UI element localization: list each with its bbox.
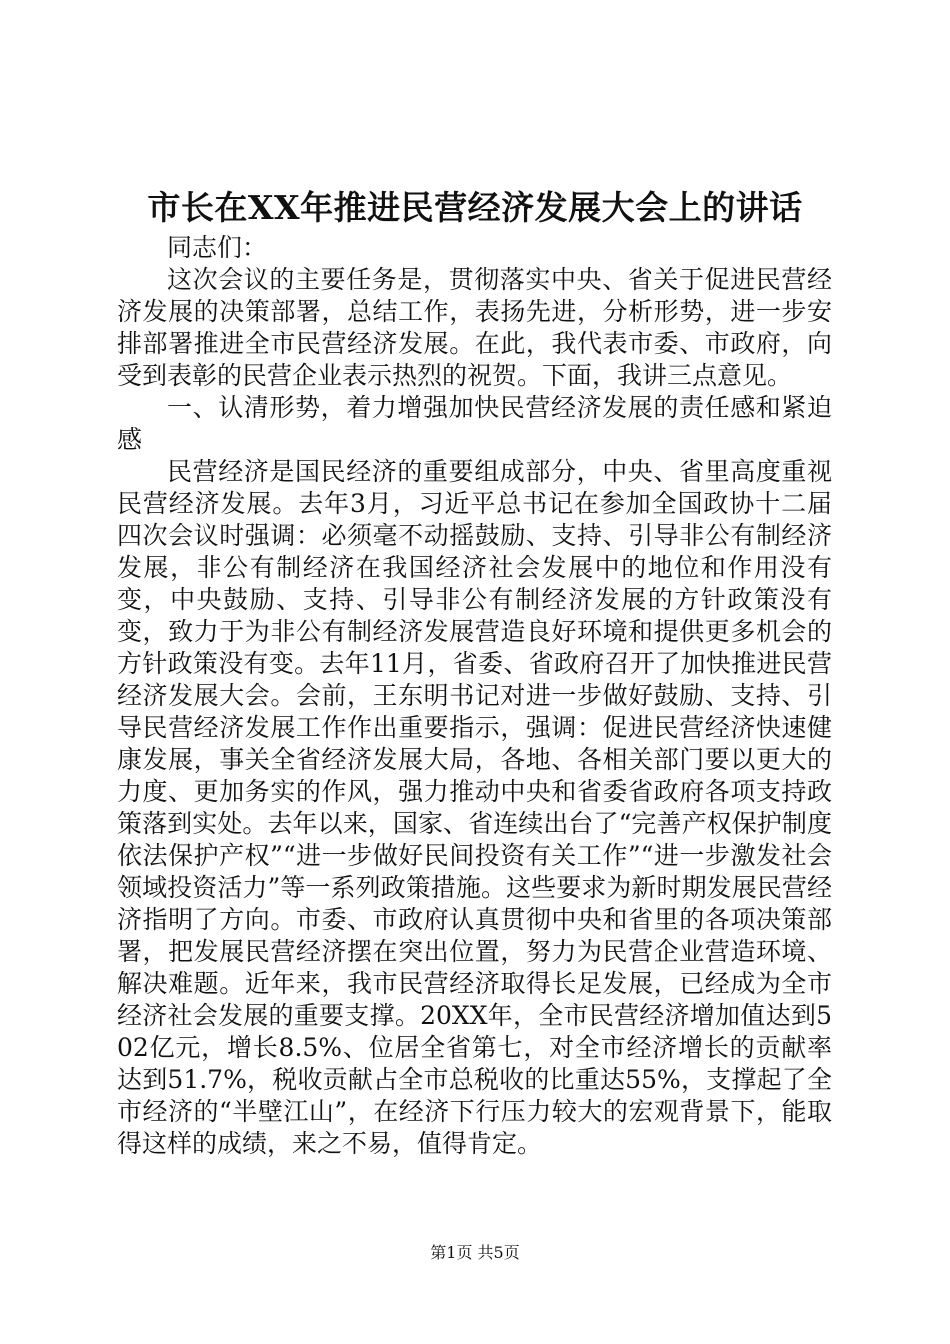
paragraph-section-1: 民营经济是国民经济的重要组成部分，中央、省里高度重视民营经济发展。去年3月，习近平总书记在参加全国政协十二届四次会议时强调：必须毫不动摇鼓励、支持、引导非公有制经济发展，非公有制经济在我国经济社会发展中的地位和作用没有变，中央鼓励、支持、引导非公有制经济发展的方针政策没有变，致力于为非公有制经济发展营造良好环境和提供更多机会的方针政策没有变。去年11月，省委、省政府召开了加快推进民营经济发展大会。会前，王东明书记对进一步做好鼓励、支持、引导民营经济发展工作作出重要指示，强调：促进民营经济快速健康发展，事关全省经济发展大局，各地、各相关部门要以更大的力度、更加务实的作风，强力推动中央和省委省政府各项支持政策落到实处。去年以来，国家、省连续出台了“完善产权保护制度依法保护产权”“进一步做好民间投资有关工作”“进一步激发社会领域投资活力”等一系列政策措施。这些要求为新时期发展民营经济指明了方向。市委、市政府认真贯彻中央和省里的各项决策部署，把发展民营经济摆在突出位置，努力为民营企业营造环境、解决难题。近年来，我市民营经济取得长足发展，已经成为全市经济社会发展的重要支撑。20XX年，全市民营经济增加值达到502亿元，增长8.5%、位居全省第七，对全市经济增长的贡献率达到51.7%，税收贡献占全市总税收的比重达55%，支撑起了全市经济的“半壁江山”，在经济下行压力较大的宏观背景下，能取得这样的成绩，来之不易，值得肯定。 [117, 457, 832, 1158]
document-title: 市长在XX年推进民营经济发展大会上的讲话 [147, 188, 803, 227]
greeting: 同志们： [167, 233, 268, 262]
page-number-footer: 第1页 共5页 [430, 1243, 520, 1262]
section-heading-1: 一、认清形势，着力增强加快民营经济发展的责任感和紧迫感 [117, 393, 832, 454]
paragraph-intro: 这次会议的主要任务是，贯彻落实中央、省关于促进民营经济发展的决策部署，总结工作，表扬先进，分析形势，进一步安排部署推进全市民营经济发展。在此，我代表市委、市政府，向受到表彰的民营企业表示热烈的祝贺。下面，我讲三点意见。 [117, 265, 832, 390]
document-body [117, 232, 832, 1160]
